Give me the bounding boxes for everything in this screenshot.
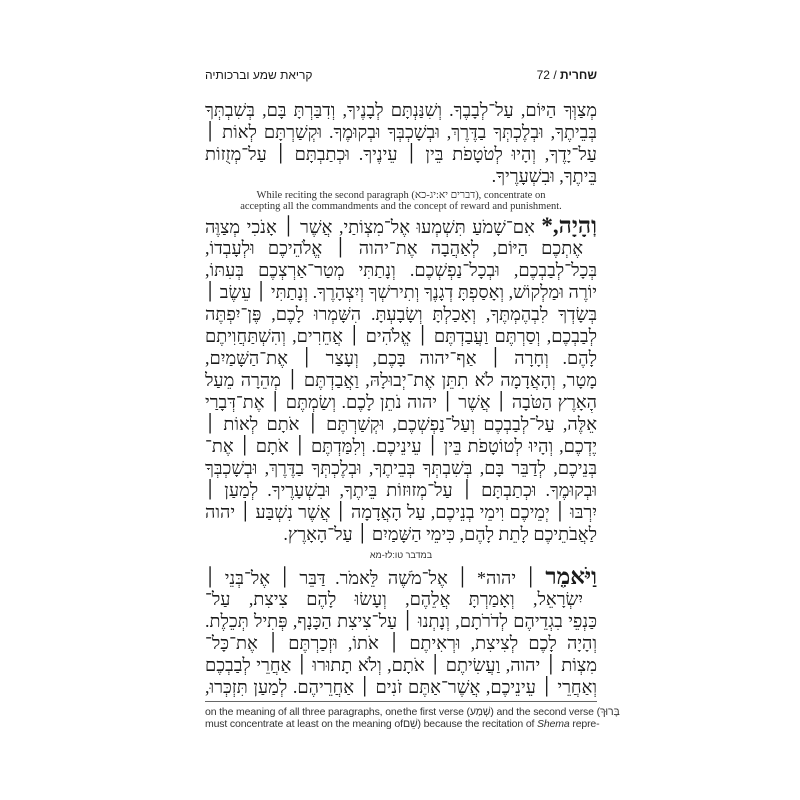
- header-separator: /: [553, 68, 557, 82]
- instruction-note: [205, 190, 597, 212]
- paragraph-opening-word: וְהָיָה,*: [541, 215, 597, 237]
- text-line: יֶדְכֶם, וְהָיוּ לְטוֹטָפֹת בֵּין ׀ עֵינֵיכֶם. וְלִמַּדְתֶּם ׀ אֹתָם ׀ אֶת־: [205, 436, 597, 456]
- footnote-text: ) because the recitation of: [417, 718, 538, 730]
- footnote-hebrew: שֵׁם: [403, 718, 418, 730]
- text-line: יִרְבּוּ ׀ יְמֵיכֶם וִימֵי בְנֵיכֶם, עַל הָאֲדָמָה ׀ אֲשֶׁר נִשְׁבַּע ׀ יהוה: [205, 502, 597, 522]
- text-line: לַאֲבֹתֵיכֶם לָתֵת לָהֶם, כִּימֵי הַשָּׁמַיִם ׀ עַל־הָאָרֶץ.: [283, 524, 597, 544]
- text-line: הָאָרֶץ הַטֹּבָה ׀ אֲשֶׁר ׀ יהוה נֹתֵן לָכֶם. וְשַׂמְתֶּם ׀ אֶת־דְּבָרַי: [205, 392, 597, 412]
- instruction-line: While reciting the second paragraph (דברים יא:יג-כא), concentrate on: [256, 190, 546, 201]
- paragraph-1: [205, 99, 597, 187]
- footnote-right-column: [403, 706, 620, 730]
- footnote-text: ) and the second verse (: [490, 706, 600, 718]
- text-line: וְאַחֲרֵי ׀ עֵינֵיכֶם, אֲשֶׁר־אַתֶּם זֹנִים ׀ אַחֲרֵיהֶם. לְמַעַן תִּזְכְּרוּ,: [205, 677, 597, 697]
- page-header-right: [537, 68, 597, 82]
- paragraph-2: [205, 215, 597, 545]
- text-line: בְּשָׂדְךָ לִבְהֶמְתֶּךָ, וְאָכַלְתָּ וְשָׂבָעְתָּ. הִשָּׁמְרוּ לָכֶם, פֶּן־יִפְתֶּה: [205, 304, 597, 324]
- text-line: בֵּיתֶךָ, וּבִשְׁעָרֶיךָ.: [491, 166, 597, 186]
- page-number: 72: [536, 68, 550, 82]
- text-line: יוֹרֶה וּמַלְקוֹשׁ, וְאָסַפְתָּ דְגָנֶךָ וְתִירשְׁךָ וְיִצְהָרֶךָ. וְנָתַתִּי ׀ עֵשֶׂב ׀: [205, 282, 597, 302]
- footnote-line: [403, 718, 603, 730]
- text-line: וּבְקוּמֶךָ. וּכְתַבְתָּם ׀ עַל־מְזוּזוֹת בֵּיתֶךָ, וּבִשְׁעָרֶיךָ. לְמַעַן ׀: [205, 480, 597, 500]
- text-line: בְּבֵיתֶךָ, וּבְלֶכְתְּךָ בַדֶּרֶךְ, וּבְשָׁכְבְּךָ וּבְקוּמֶךָ. וּקְשַׁרְתָּם לְאוֹת ׀: [205, 122, 597, 142]
- text-line: אֵלֶּה, עַל־לְבַבְכֶם וְעַל־נַפְשְׁכֶם, וּקְשַׁרְתֶּם ׀ אֹתָם לְאוֹת ׀: [205, 414, 597, 434]
- footnote-hebrew: בָּרוּךְ: [599, 706, 620, 718]
- text-line: [205, 215, 597, 237]
- footnote-left-column: [205, 706, 403, 730]
- footnote-text: the first verse (: [403, 706, 470, 718]
- footnote-text: repre-: [569, 718, 600, 730]
- footnote-italic: Shema: [537, 718, 570, 730]
- running-header: [205, 68, 597, 84]
- footnote-divider: [205, 701, 597, 702]
- footnote-line: [403, 706, 620, 718]
- text-line: מָטָר, וְהָאֲדָמָה לֹא תִתֵּן אֶת־יְבוּלָהּ, וַאֲבַדְתֶּם ׀ מְהֵרָה מֵעַל: [205, 370, 597, 390]
- text-line: בְּכָל־לְבַבְכֶם, וּבְכָל־נַפְשְׁכֶם. וְנָתַתִּי מְטַר־אַרְצְכֶם בְּעִתּוֹ,: [205, 260, 597, 280]
- text-line: לְבַבְכֶם, וְסַרְתֶּם וַעֲבַדְתֶּם ׀ אֱלֹהִים ׀ אֲחֵרִים, וְהִשְׁתַּחֲוִיתֶם: [205, 326, 597, 346]
- section-title: קריאת שמע וברכותיה: [205, 68, 313, 82]
- footnote-line: must concentrate at least on the meaning of: [205, 718, 403, 730]
- service-name: שחרית: [560, 68, 597, 82]
- paragraph-opening-word: וַיֹּאמֶר: [545, 566, 597, 588]
- text-line: מִצְוֹת ׀ יהוה, וַעֲשִׂיתֶם ׀ אֹתָם, וְלֹא תָתוּרוּ ׀ אַחֲרֵי לְבַבְכֶם: [205, 655, 597, 675]
- text-line: עַל־יָדֶךָ, וְהָיוּ לְטֹטָפֹת בֵּין ׀ עֵינֶיךָ. וּכְתַבְתָּם ׀ עַל־מְזֻזוֹת: [205, 144, 597, 164]
- footnote-line: on the meaning of all three paragraphs, one: [205, 706, 403, 718]
- scripture-reference: במדבר טו:לז-מא: [369, 550, 433, 560]
- line-text: אִם־שָׁמֹעַ תִּשְׁמְעוּ אֶל־מִצְוֹתַי, אֲשֶׁר ׀ אָנֹכִי מְצַוֶּה: [205, 217, 535, 237]
- text-line: מְצַוְּךָ הַיּוֹם, עַל־לְבָבֶךָ. וְשִׁנַּנְתָּם לְבָנֶיךָ, וְדִבַּרְתָּ בָּם, בְּשִׁבְתְּךָ: [205, 100, 597, 120]
- text-line: לָהֶם. וְחָרָה ׀ אַף־יהוה בָּכֶם, וְעָצַר ׀ אֶת־הַשָּׁמַיִם,: [205, 348, 597, 368]
- text-line: יִשְׂרָאֵל, וְאָמַרְתָּ אֲלֵהֶם, וְעָשׂוּ לָהֶם צִיצִת, עַל־: [205, 589, 583, 609]
- text-line: וְהָיָה לָכֶם לְצִיצִת, וּרְאִיתֶם ׀ אֹתוֹ, וּזְכַרְתֶּם ׀ אֶת־כָּל־: [205, 633, 597, 653]
- line-text: ׀ יהוה* ׀ אֶל־מֹשֶׁה לֵּאמֹר. דַּבֵּר ׀ אֶל־בְּנֵי ׀: [205, 568, 546, 588]
- text-line: [205, 566, 597, 588]
- paragraph-3: [205, 566, 597, 698]
- text-line: בְּנֵיכֶם, לְדַבֵּר בָּם, בְּשִׁבְתְּךָ בְּבֵיתֶךָ, וּבְלֶכְתְּךָ בַדֶּרֶךְ, וּבְשָׁכְבְּךָ: [205, 458, 597, 478]
- text-line: כַּנְפֵי בִגְדֵיהֶם לְדֹרֹתָם, וְנָתְנוּ ׀ עַל־צִיצִת הַכָּנָף, פְּתִיל תְּכֵלֶת.: [205, 611, 597, 631]
- instruction-line: accepting all the commandments and the concept of reward and punishment.: [240, 201, 562, 212]
- text-line: אֶתְכֶם הַיּוֹם, לְאַהֲבָה אֶת־יהוה ׀ אֱלֹהֵיכֶם וּלְעָבְדוֹ,: [205, 238, 583, 258]
- footnote-hebrew: שְׁמַע: [469, 706, 491, 718]
